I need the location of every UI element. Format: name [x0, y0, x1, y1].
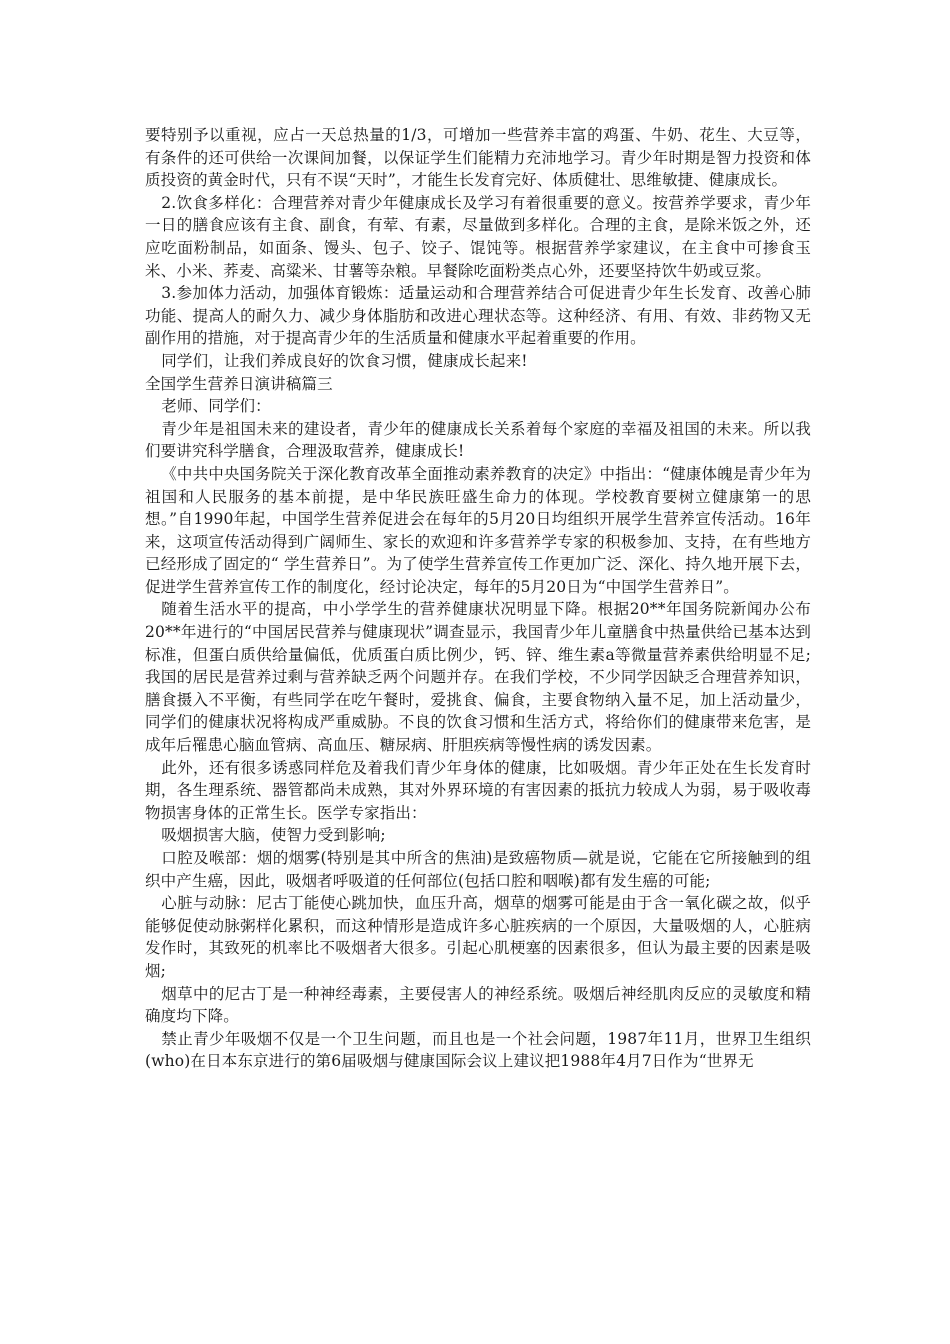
paragraph-smoking-brain: 吸烟损害大脑，使智力受到影响; [161, 826, 386, 845]
document-body [145, 124, 811, 1073]
paragraph-policy-quote: 《中共中央国务院关于深化教育改革全面推动素养教育的决定》中指出：“健康体魄是青少年为祖国和人民服务的基本前提，是中华民族旺盛生命力的体现。学校教育要树立健康第一的思想。”自1990年起，中国学生营养促进会在每年的5月20日均组织开展学生营养宣传活动。16年来，这项宣传活动得到广阔师生、家长的欢迎和许多营养学专家的积极参加、支持，在有些地方已经形成了固定的“ 学生营养日”。为了使学生营养宣传工作更加广泛、深化、持久地开展下去，促进学生营养宣传工作的制度化，经讨论决定，每年的5月20日为“中国学生营养日”。 [145, 464, 811, 596]
paragraph-continued: 要特别予以重视，应占一天总热量的1/3，可增加一些营养丰富的鸡蛋、牛奶、花生、大豆等，有条件的还可供给一次课间加餐，以保证学生们能精力充沛地学习。青少年时期是智力投资和体质投资的黄金时代，只有不误“天时”，才能生长发育完好、体质健壮、思维敏捷、健康成长。 [145, 126, 811, 190]
paragraph-nicotine: 烟草中的尼古丁是一种神经毒素，主要侵害人的神经系统。吸烟后神经肌肉反应的灵敏度和精确度均下降。 [145, 984, 811, 1026]
paragraph-physical-activity: 3.参加体力活动，加强体育锻炼：适量运动和合理营养结合可促进青少年生长发育、改善心肺功能、提高人的耐久力、减少身体脂肪和改进心理状态等。这种经济、有用、有效、非药物又无副作用的措施，对于提高青少年的生活质量和健康水平起着重要的作用。 [145, 284, 811, 348]
paragraph-nutrition-survey: 随着生活水平的提高，中小学学生的营养健康状况明显下降。根据20**年国务院新闻办公布20**年进行的“中国居民营养与健康现状”调查显示，我国青少年儿童膳食中热量供给已基本达到标准，但蛋白质供给量偏低，优质蛋白质比例少，钙、锌、维生素a等微量营养素供给明显不足;我国的居民是营养过剩与营养缺乏两个问题并存。在我们学校，不少同学因缺乏合理营养知识，膳食摄入不平衡，有些同学在吃午餐时，爱挑食、偏食，主要食物纳入量不足，加上活动量少，同学们的健康状况将构成严重威胁。不良的饮食习惯和生活方式，将给你们的健康带来危害，是成年后罹患心脑血管病、高血压、糖尿病、肝胆疾病等慢性病的诱发因素。 [145, 600, 811, 755]
paragraph-smoking-mouth-throat: 口腔及喉部：烟的烟雾(特别是其中所含的焦油)是致癌物质—就是说，它能在它所接触到的组织中产生癌，因此，吸烟者呼吸道的任何部位(包括口腔和咽喉)都有发生癌的可能; [145, 849, 811, 890]
section-heading: 全国学生营养日演讲稿篇三 [145, 374, 333, 393]
paragraph-smoking-intro: 此外，还有很多诱惑同样危及着我们青少年身体的健康，比如吸烟。青少年正处在生长发育时期，各生理系统、器管都尚未成熟，其对外界环境的有害因素的抵抗力较成人为弱，易于吸收毒物损害身体的正常生长。医学专家指出： [145, 758, 811, 822]
paragraph-closing-call: 同学们，让我们养成良好的饮食习惯，健康成长起来! [161, 351, 528, 370]
paragraph-salutation: 老师、同学们： [161, 397, 271, 416]
paragraph-smoking-ban: 禁止青少年吸烟不仅是一个卫生问题，而且也是一个社会问题，1987年11月，世界卫生组织(who)在日本东京进行的第6届吸烟与健康国际会议上建议把1988年4月7日作为“世界无 [145, 1029, 811, 1071]
paragraph-smoking-heart: 心脏与动脉：尼古丁能使心跳加快，血压升高，烟草的烟雾可能是由于含一氧化碳之故，似乎能够促使动脉粥样化累积，而这种情形是造成许多心脏疾病的一个原因，大量吸烟的人，心脏病发作时，其致死的机率比不吸烟者大很多。引起心肌梗塞的因素很多，但认为最主要的因素是吸烟; [145, 894, 811, 980]
paragraph-diet-diversity: 2.饮食多样化：合理营养对青少年健康成长及学习有着很重要的意义。按营养学要求，青少年一日的膳食应该有主食、副食，有荤、有素，尽量做到多样化。合理的主食，是除米饭之外，还应吃面粉制品，如面条、馒头、包子、饺子、馄饨等。根据营养学家建议，在主食中可掺食玉米、小米、荞麦、高粱米、甘薯等杂粮。早餐除吃面粉类点心外，还要坚持饮牛奶或豆浆。 [145, 193, 811, 280]
paragraph-intro: 青少年是祖国未来的建设者，青少年的健康成长关系着每个家庭的幸福及祖国的未来。所以我们要讲究科学膳食，合理汲取营养，健康成长! [145, 419, 811, 461]
